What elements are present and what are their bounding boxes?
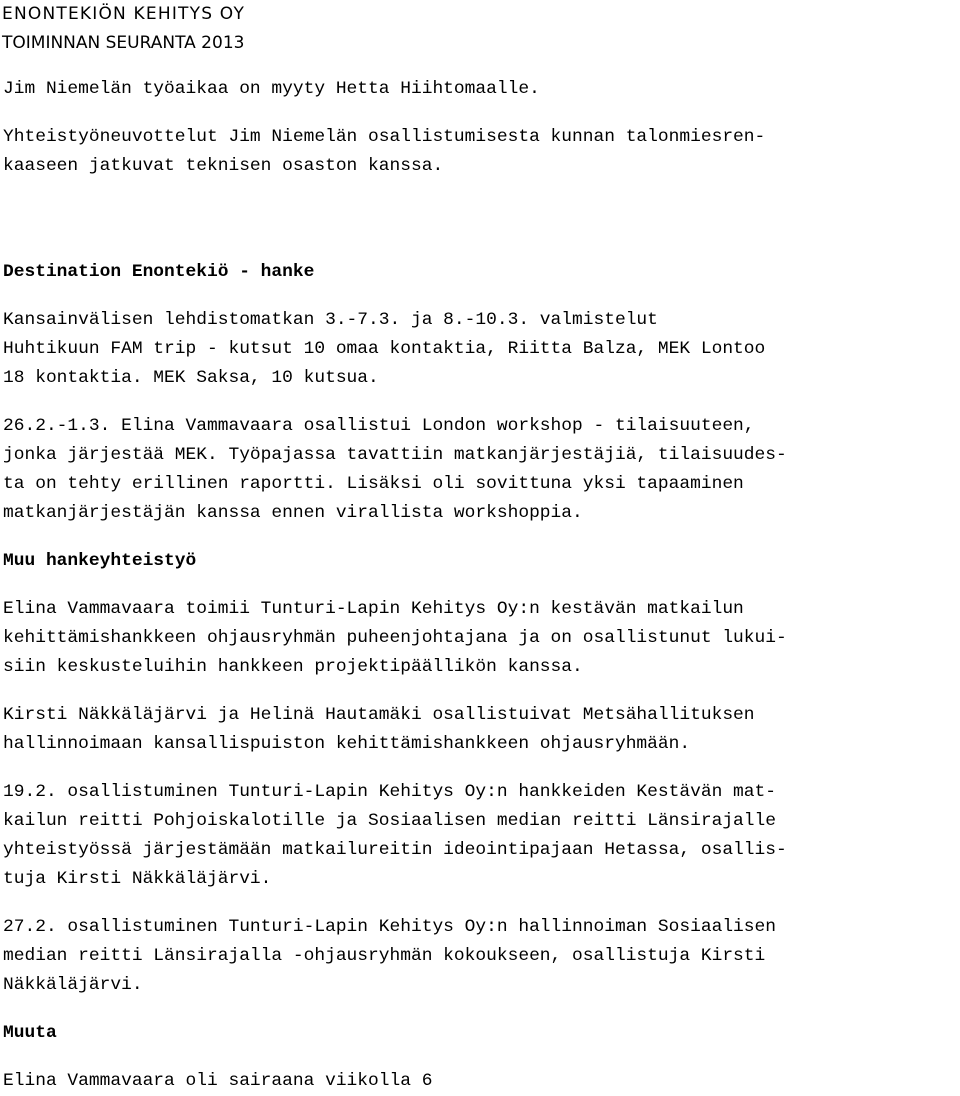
text-line: Elina Vammavaara toimii Tunturi-Lapin Kehitys Oy:n kestävän matkailun <box>3 599 744 619</box>
text-line: jonka järjestää MEK. Työpajassa tavattiin matkanjärjestäjiä, tilaisuudes- <box>3 445 787 465</box>
text-line: kehittämishankkeen ohjausryhmän puheenjohtajana ja on osallistunut lukui- <box>3 628 787 648</box>
report-title: TOIMINNAN SEURANTA 2013 <box>2 33 245 53</box>
text-line: kaaseen jatkuvat teknisen osaston kanssa. <box>3 156 444 176</box>
paragraph-jim-work <box>3 75 958 104</box>
text-line: kailun reitti Pohjoiskalotille ja Sosiaalisen median reitti Länsirajalle <box>3 811 777 831</box>
paragraph-steering-group <box>3 595 958 682</box>
text-line: Kirsti Näkkäläjärvi ja Helinä Hautamäki osallistuivat Metsähallituksen <box>3 705 755 725</box>
heading-text: Muuta <box>3 1023 57 1043</box>
text-line: Jim Niemelän työaikaa on myyty Hetta Hiihtomaalle. <box>3 79 540 99</box>
heading-text: Destination Enontekiö - hanke <box>3 262 315 282</box>
section-heading-other <box>3 1019 958 1048</box>
paragraph-national-park <box>3 701 958 759</box>
paragraph-sick-leave <box>3 1067 958 1096</box>
text-line: tuja Kirsti Näkkäläjärvi. <box>3 869 272 889</box>
text-line: Huhtikuun FAM trip - kutsut 10 omaa kontaktia, Riitta Balza, MEK Lontoo <box>3 339 766 359</box>
text-line: Näkkäläjärvi. <box>3 975 143 995</box>
document-body <box>3 75 958 1096</box>
paragraph-london-workshop <box>3 412 958 528</box>
heading-text: Muu hankeyhteistyö <box>3 551 197 571</box>
text-line: Kansainvälisen lehdistomatkan 3.-7.3. ja 8.-10.3. valmistelut <box>3 310 658 330</box>
text-line: siin keskusteluihin hankkeen projektipäällikön kanssa. <box>3 657 583 677</box>
text-line: hallinnoimaan kansallispuiston kehittämishankkeen ohjausryhmään. <box>3 734 691 754</box>
section-heading-other-projects <box>3 547 958 576</box>
text-line: 18 kontaktia. MEK Saksa, 10 kutsua. <box>3 368 379 388</box>
paragraph-feb-19 <box>3 778 958 894</box>
document-header <box>2 0 245 58</box>
text-line: ta on tehty erillinen raportti. Lisäksi oli sovittuna yksi tapaaminen <box>3 474 744 494</box>
text-line: 27.2. osallistuminen Tunturi-Lapin Kehitys Oy:n hallinnoiman Sosiaalisen <box>3 917 777 937</box>
text-line: 19.2. osallistuminen Tunturi-Lapin Kehitys Oy:n hankkeiden Kestävän mat- <box>3 782 777 802</box>
text-line: yhteistyössä järjestämään matkailureitin ideointipajaan Hetassa, osallis- <box>3 840 787 860</box>
text-line: Yhteistyöneuvottelut Jim Niemelän osallistumisesta kunnan talonmiesren- <box>3 127 766 147</box>
paragraph-feb-27 <box>3 913 958 1000</box>
text-line: 26.2.-1.3. Elina Vammavaara osallistui London workshop - tilaisuuteen, <box>3 416 755 436</box>
text-line: matkanjärjestäjän kanssa ennen virallista workshoppia. <box>3 503 583 523</box>
paragraph-cooperation-talks <box>3 123 958 181</box>
company-name: ENONTEKIÖN KEHITYS OY <box>2 4 246 24</box>
section-heading-destination <box>3 258 958 287</box>
text-line: Elina Vammavaara oli sairaana viikolla 6 <box>3 1071 433 1091</box>
paragraph-press-trip <box>3 306 958 393</box>
text-line: median reitti Länsirajalla -ohjausryhmän kokoukseen, osallistuja Kirsti <box>3 946 766 966</box>
